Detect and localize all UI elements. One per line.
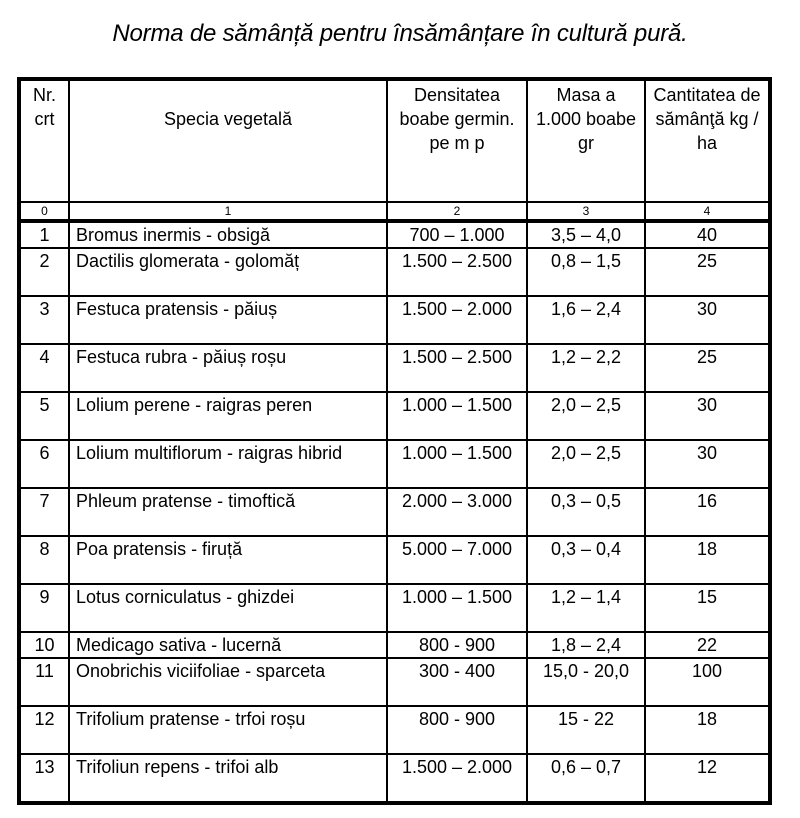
mass-cell: 0,8 – 1,5 <box>527 248 645 296</box>
species-cell: Onobrichis viciifoliae - sparceta <box>69 658 387 706</box>
row-number: 7 <box>19 488 69 536</box>
density-cell: 1.000 – 1.500 <box>387 440 527 488</box>
species-cell: Lolium perene - raigras peren <box>69 392 387 440</box>
table-row <box>19 248 770 296</box>
mass-cell: 3,5 – 4,0 <box>527 221 645 248</box>
quantity-cell: 25 <box>645 344 770 392</box>
species-cell: Poa pratensis - firuță <box>69 536 387 584</box>
table-row <box>19 392 770 440</box>
row-number: 9 <box>19 584 69 632</box>
density-cell: 1.500 – 2.000 <box>387 296 527 344</box>
mass-cell: 0,3 – 0,4 <box>527 536 645 584</box>
row-number: 2 <box>19 248 69 296</box>
quantity-cell: 16 <box>645 488 770 536</box>
column-index: 0 <box>19 202 69 221</box>
table-row <box>19 344 770 392</box>
table-row <box>19 632 770 658</box>
header-density: Densitatea boabe germin. pe m p <box>387 79 527 202</box>
column-index: 1 <box>69 202 387 221</box>
column-index-row <box>19 202 770 221</box>
density-cell: 800 - 900 <box>387 706 527 754</box>
row-number: 10 <box>19 632 69 658</box>
quantity-cell: 30 <box>645 440 770 488</box>
mass-cell: 1,2 – 1,4 <box>527 584 645 632</box>
table-row <box>19 536 770 584</box>
mass-cell: 1,2 – 2,2 <box>527 344 645 392</box>
mass-cell: 2,0 – 2,5 <box>527 392 645 440</box>
density-cell: 1.000 – 1.500 <box>387 392 527 440</box>
quantity-cell: 22 <box>645 632 770 658</box>
mass-cell: 15 - 22 <box>527 706 645 754</box>
mass-cell: 1,6 – 2,4 <box>527 296 645 344</box>
row-number: 8 <box>19 536 69 584</box>
quantity-cell: 18 <box>645 536 770 584</box>
table-row <box>19 221 770 248</box>
density-cell: 5.000 – 7.000 <box>387 536 527 584</box>
species-cell: Trifolium pratense - trfoi roșu <box>69 706 387 754</box>
density-cell: 700 – 1.000 <box>387 221 527 248</box>
header-quantity: Cantitatea de sămânţă kg / ha <box>645 79 770 202</box>
row-number: 4 <box>19 344 69 392</box>
quantity-cell: 30 <box>645 392 770 440</box>
species-cell: Dactilis glomerata - golomăț <box>69 248 387 296</box>
header-row <box>19 79 770 202</box>
header-species: Specia vegetală <box>69 79 387 202</box>
row-number: 11 <box>19 658 69 706</box>
mass-cell: 15,0 - 20,0 <box>527 658 645 706</box>
document-title: Norma de sămânță pentru însămânțare în cultură pură. <box>112 20 688 47</box>
table-row <box>19 658 770 706</box>
mass-cell: 0,6 – 0,7 <box>527 754 645 803</box>
row-number: 12 <box>19 706 69 754</box>
density-cell: 1.500 – 2.500 <box>387 344 527 392</box>
quantity-cell: 40 <box>645 221 770 248</box>
mass-cell: 1,8 – 2,4 <box>527 632 645 658</box>
row-number: 3 <box>19 296 69 344</box>
quantity-cell: 12 <box>645 754 770 803</box>
table-row <box>19 754 770 803</box>
quantity-cell: 100 <box>645 658 770 706</box>
species-cell: Lolium multiflorum - raigras hibrid <box>69 440 387 488</box>
table-row <box>19 440 770 488</box>
quantity-cell: 25 <box>645 248 770 296</box>
density-cell: 800 - 900 <box>387 632 527 658</box>
quantity-cell: 18 <box>645 706 770 754</box>
column-index: 3 <box>527 202 645 221</box>
row-number: 5 <box>19 392 69 440</box>
density-cell: 1.500 – 2.000 <box>387 754 527 803</box>
density-cell: 1.500 – 2.500 <box>387 248 527 296</box>
row-number: 6 <box>19 440 69 488</box>
species-cell: Bromus inermis - obsigă <box>69 221 387 248</box>
density-cell: 1.000 – 1.500 <box>387 584 527 632</box>
table-row <box>19 584 770 632</box>
species-cell: Phleum pratense - timoftică <box>69 488 387 536</box>
row-number: 1 <box>19 221 69 248</box>
species-cell: Medicago sativa - lucernă <box>69 632 387 658</box>
density-cell: 2.000 – 3.000 <box>387 488 527 536</box>
quantity-cell: 15 <box>645 584 770 632</box>
density-cell: 300 - 400 <box>387 658 527 706</box>
table-row <box>19 488 770 536</box>
column-index: 2 <box>387 202 527 221</box>
species-cell: Festuca pratensis - păiuș <box>69 296 387 344</box>
species-cell: Trifoliun repens - trifoi alb <box>69 754 387 803</box>
column-index: 4 <box>645 202 770 221</box>
species-cell: Festuca rubra - păiuș roșu <box>69 344 387 392</box>
header-nr: Nr. crt <box>19 79 69 202</box>
quantity-cell: 30 <box>645 296 770 344</box>
species-cell: Lotus corniculatus - ghizdei <box>69 584 387 632</box>
table-row <box>19 296 770 344</box>
mass-cell: 0,3 – 0,5 <box>527 488 645 536</box>
mass-cell: 2,0 – 2,5 <box>527 440 645 488</box>
row-number: 13 <box>19 754 69 803</box>
seed-rate-table <box>17 77 772 805</box>
table-row <box>19 706 770 754</box>
header-mass: Masa a 1.000 boabe gr <box>527 79 645 202</box>
